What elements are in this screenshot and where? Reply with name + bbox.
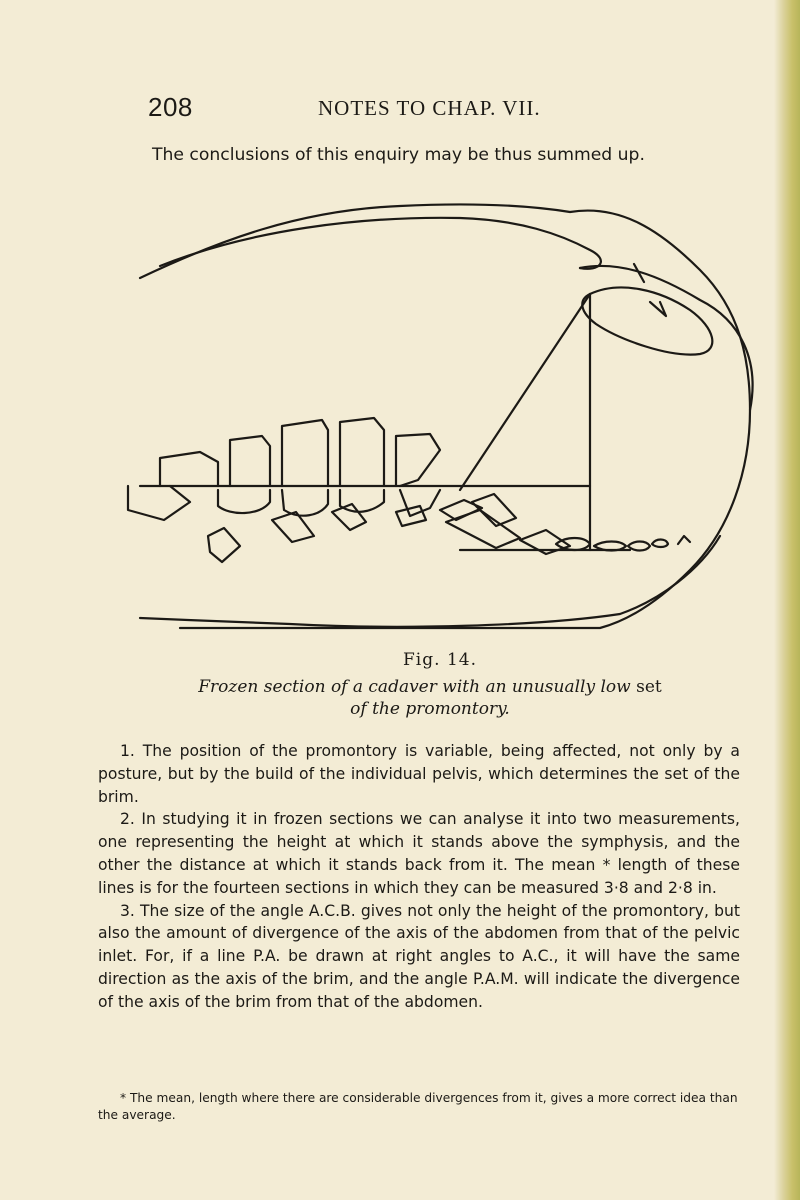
diagonal-line: [460, 294, 590, 490]
paragraph-2: 2. In studying it in frozen sections we can analyse it into two measurements, one representing the height at which it stands above the symphysis, and the other the distance at which it stands back from it. The mean * length of these lines is for the fourteen sections in which they can be measured 3·8 and 2·8 in.: [98, 810, 740, 897]
vertebra: [160, 452, 218, 486]
vertebra-lower: [340, 490, 384, 512]
vertebra: [340, 418, 384, 486]
vertebra: [396, 434, 440, 486]
fragment: [446, 510, 520, 548]
figure-label: Fig. 14.: [403, 650, 477, 670]
vertebra-lower: [282, 490, 328, 516]
page-number: 208: [148, 92, 193, 122]
paragraph-1: 1. The position of the promontory is variable, being affected, not only by a posture, but by the build of the individual pelvis, which determines the set of the brim.: [98, 742, 740, 806]
outer-contour: [140, 204, 750, 628]
footnote: * The mean, length where there are considerable divergences from it, gives a more correct idea than the average.: [98, 1091, 738, 1122]
vertebra: [230, 436, 270, 486]
figure-14-diagram: [100, 190, 780, 650]
caption-line2: of the promontory.: [350, 699, 510, 719]
promontory-body: [582, 287, 712, 354]
paragraph-3: 3. The size of the angle A.C.B. gives not only the height of the promontory, but also the amount of divergence of the axis of the abdomen from that of the pelvic inlet. For, if a line P.A. be drawn at right angles to A.C., it will have the same direction as the axis of the brim, and the angle P.A.M. will indicate the divergence of the axis of the brim from that of the abdomen.: [98, 901, 740, 1011]
figure-caption: [160, 676, 700, 720]
vertebra-lower: [218, 490, 270, 513]
fragment: [556, 538, 590, 550]
fragment: [628, 542, 650, 551]
caption-italic: Frozen section of a cadaver with an unusually low: [198, 677, 631, 697]
intro-sentence: The conclusions of this enquiry may be thus summed up.: [152, 145, 645, 165]
page-header: [148, 92, 708, 128]
vertebra: [282, 420, 328, 486]
body-text: [98, 740, 740, 1014]
caption-tail: set: [636, 677, 662, 697]
vertebra-lower: [400, 490, 440, 516]
promontory-curve: [580, 266, 753, 410]
arrow-mark: [650, 302, 666, 316]
running-head: NOTES TO CHAP. VII.: [318, 96, 541, 120]
fragment: [652, 540, 668, 548]
fragment: [440, 500, 482, 520]
fragment: [678, 536, 690, 544]
inner-contour: [160, 218, 601, 269]
vertebra-lower: [128, 486, 190, 520]
fragment: [472, 494, 516, 526]
fragment: [332, 504, 366, 530]
fragment: [208, 528, 240, 562]
